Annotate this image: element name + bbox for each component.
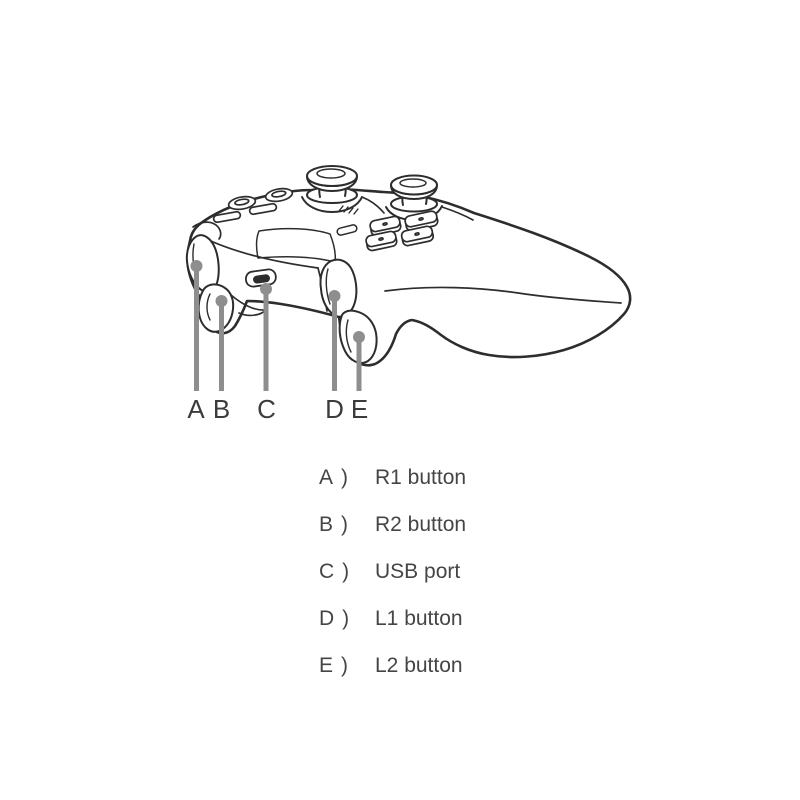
legend-row-e xyxy=(319,655,466,676)
legend-row-d xyxy=(319,608,466,629)
legend-key-b xyxy=(319,514,375,535)
legend-label-a: R1 button xyxy=(375,466,467,489)
legend-letter-d: D xyxy=(319,607,335,630)
legend-separator: ) xyxy=(342,607,350,630)
callout-letter-e: E xyxy=(350,394,369,424)
legend-key-e xyxy=(319,655,375,676)
legend-letter-e: E xyxy=(319,654,334,677)
legend-label-d: L1 button xyxy=(375,607,463,630)
callout-letter-c: C xyxy=(257,394,276,424)
legend-key-d xyxy=(319,608,375,629)
legend-row-b xyxy=(319,514,466,535)
parts-legend xyxy=(319,467,466,676)
legend-separator: ) xyxy=(341,513,349,536)
callout-letter-a: A xyxy=(187,394,205,424)
legend-key-c xyxy=(319,561,375,582)
legend-letter-b: B xyxy=(319,513,334,536)
callout-letter-d: D xyxy=(325,394,344,424)
legend-row-c xyxy=(319,561,466,582)
legend-label-b: R2 button xyxy=(375,513,467,536)
legend-label-e: L2 button xyxy=(375,654,463,677)
callout-letter-b: B xyxy=(212,394,231,424)
callout-letters xyxy=(187,394,368,424)
legend-separator: ) xyxy=(341,466,349,489)
legend-separator: ) xyxy=(341,654,349,677)
legend-letter-c: C xyxy=(319,560,335,583)
legend-separator: ) xyxy=(342,560,350,583)
legend-key-a xyxy=(319,467,375,488)
legend-row-a xyxy=(319,467,466,488)
legend-label-c: USB port xyxy=(375,560,461,583)
controller-illustration-icon xyxy=(187,166,630,365)
legend-letter-a: A xyxy=(319,466,334,489)
